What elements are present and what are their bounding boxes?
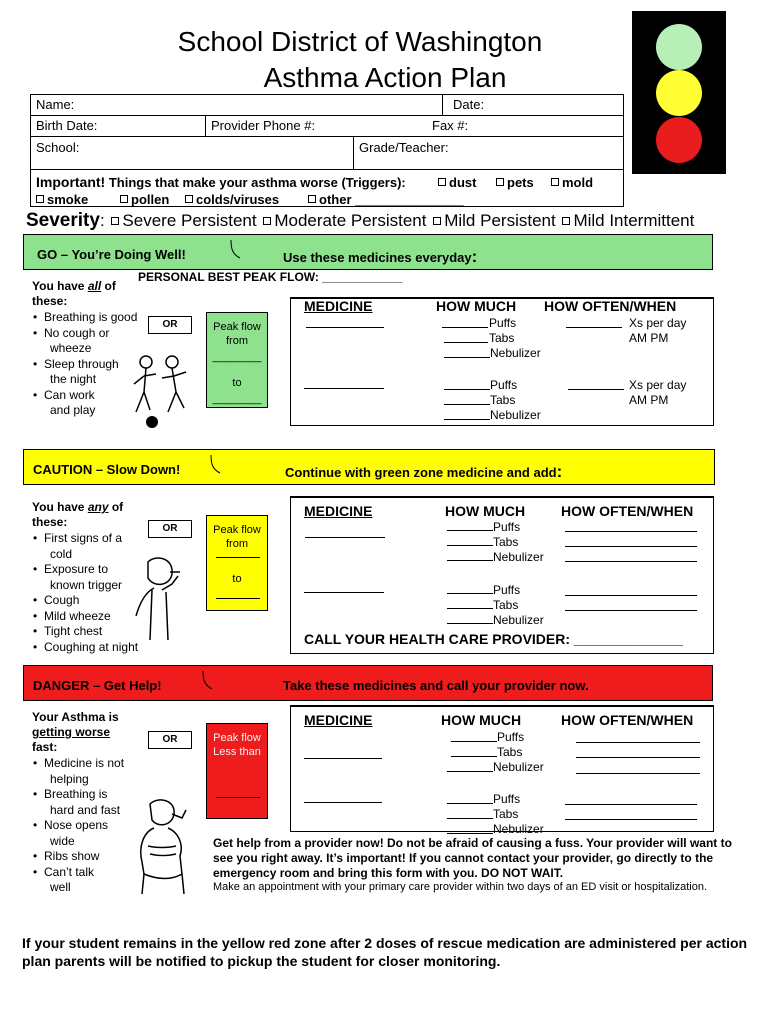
list-item: known trigger bbox=[50, 577, 123, 592]
green-col-medicine: MEDICINE bbox=[304, 298, 373, 314]
traffic-light-icon bbox=[632, 11, 726, 174]
nebulizer-label: Nebulizer bbox=[490, 346, 541, 360]
trigger-mold[interactable]: mold bbox=[549, 175, 593, 190]
list-item: • Tight chest bbox=[32, 624, 138, 640]
green-banner-instruction: Use these medicines everyday: bbox=[283, 247, 478, 266]
tabs-label: Tabs bbox=[489, 331, 515, 345]
green-col-often: HOW OFTEN/WHEN bbox=[544, 298, 677, 314]
dose-input[interactable] bbox=[447, 545, 493, 546]
am-pm-label: AM PM bbox=[629, 331, 669, 345]
severity-mild-persistent[interactable]: Mild Persistent bbox=[431, 211, 555, 230]
medicine-input[interactable] bbox=[306, 327, 384, 328]
nebulizer-label: Nebulizer bbox=[493, 822, 544, 836]
tabs-label: Tabs bbox=[497, 745, 523, 759]
yellow-banner-title: CAUTION – Slow Down! bbox=[33, 462, 181, 477]
am-pm-label: AM PM bbox=[629, 393, 669, 407]
page-subtitle: Asthma Action Plan bbox=[263, 62, 507, 93]
list-item: • Nose opens bbox=[32, 818, 124, 834]
checkbox-icon bbox=[433, 217, 441, 225]
page-title: School District of Washington bbox=[177, 26, 543, 57]
red-col-often: HOW OFTEN/WHEN bbox=[561, 712, 694, 728]
yellow-col-howmuch: HOW MUCH bbox=[445, 503, 526, 519]
list-item: • Sleep through bbox=[32, 357, 137, 373]
trigger-colds-viruses[interactable]: colds/viruses bbox=[183, 192, 279, 207]
trigger-dust[interactable]: dust bbox=[436, 175, 476, 190]
medicine-input[interactable] bbox=[304, 802, 382, 803]
yellow-symptom-list bbox=[32, 531, 138, 655]
school-field-label[interactable]: School: bbox=[36, 140, 80, 155]
yellow-intro: You have any of these: bbox=[32, 500, 124, 529]
coughing-child-icon bbox=[134, 556, 194, 640]
dose-input[interactable] bbox=[447, 560, 493, 561]
yellow-peak-flow-box: Peak flow from to bbox=[206, 515, 268, 611]
checkbox-icon bbox=[185, 195, 193, 203]
frequency-input[interactable] bbox=[565, 595, 697, 596]
trigger-pollen[interactable]: pollen bbox=[118, 192, 169, 207]
medicine-input[interactable] bbox=[304, 388, 384, 389]
dose-input[interactable] bbox=[447, 818, 493, 819]
personal-best-peak-flow[interactable]: PERSONAL BEST PEAK FLOW: ____________ bbox=[138, 270, 403, 284]
frequency-input[interactable] bbox=[565, 819, 697, 820]
fax-field-label[interactable]: Fax #: bbox=[432, 118, 469, 133]
frequency-input[interactable] bbox=[565, 546, 697, 547]
frequency-input[interactable] bbox=[576, 742, 700, 743]
list-item: • Breathing is bbox=[32, 787, 124, 803]
green-peak-flow-box: Peak flow from ________ to ________ bbox=[206, 312, 268, 408]
hand-icon bbox=[200, 669, 214, 691]
puffs-label: Puffs bbox=[493, 583, 521, 597]
checkbox-icon bbox=[120, 195, 128, 203]
nebulizer-label: Nebulizer bbox=[493, 550, 544, 564]
red-peak-flow-box: Peak flow Less than bbox=[206, 723, 268, 819]
medicine-input[interactable] bbox=[305, 537, 385, 538]
dose-input[interactable] bbox=[451, 741, 497, 742]
green-banner-title: GO – You’re Doing Well! bbox=[37, 247, 186, 262]
dose-input[interactable] bbox=[447, 833, 493, 834]
puffs-label: Puffs bbox=[493, 792, 521, 806]
red-col-medicine: MEDICINE bbox=[304, 712, 373, 728]
triggers-line bbox=[36, 174, 406, 191]
tabs-label: Tabs bbox=[493, 807, 519, 821]
medicine-input[interactable] bbox=[304, 758, 382, 759]
list-item: • Exposure to bbox=[32, 562, 138, 578]
list-item: helping bbox=[50, 771, 89, 786]
grade-teacher-field-label[interactable]: Grade/Teacher: bbox=[359, 140, 449, 155]
list-item: • Can work bbox=[32, 388, 137, 404]
list-item: • First signs of a bbox=[32, 531, 138, 547]
dose-input[interactable] bbox=[447, 593, 493, 594]
list-item: • No cough or bbox=[32, 326, 137, 342]
list-item: • Ribs show bbox=[32, 849, 124, 865]
dose-input[interactable] bbox=[447, 608, 493, 609]
list-item: • Medicine is not bbox=[32, 756, 124, 772]
hand-icon bbox=[208, 453, 222, 475]
severity-label: Severity bbox=[26, 210, 100, 231]
or-label: OR bbox=[148, 731, 192, 749]
xs-per-day-label: Xs per day bbox=[629, 316, 687, 330]
red-banner-title: DANGER – Get Help! bbox=[33, 678, 162, 693]
provider-phone-field-label[interactable]: Provider Phone #: bbox=[211, 118, 316, 133]
list-item: wheeze bbox=[50, 341, 92, 355]
yellow-banner-instruction: Continue with green zone medicine and add: bbox=[285, 462, 563, 481]
child-struggling-icon bbox=[128, 796, 200, 894]
frequency-input[interactable] bbox=[565, 804, 697, 805]
nebulizer-label: Nebulizer bbox=[493, 613, 544, 627]
list-item: • Cough bbox=[32, 593, 138, 609]
dose-input[interactable] bbox=[444, 389, 490, 390]
green-intro: You have all of these: bbox=[32, 279, 116, 308]
frequency-input[interactable] bbox=[565, 531, 697, 532]
puffs-label: Puffs bbox=[489, 316, 517, 330]
checkbox-icon bbox=[111, 217, 119, 225]
footer-notice: If your student remains in the yellow red zone after 2 doses of rescue medication are administered per action plan parents will be notified to pickup the student for closer monitoring. bbox=[22, 935, 748, 969]
medicine-input[interactable] bbox=[304, 592, 384, 593]
dose-input[interactable] bbox=[447, 530, 493, 531]
tabs-label: Tabs bbox=[493, 535, 519, 549]
red-symptom-list bbox=[32, 756, 124, 896]
red-col-howmuch: HOW MUCH bbox=[441, 712, 522, 728]
triggers-text: Things that make your asthma worse (Triggers): bbox=[108, 175, 406, 190]
checkbox-icon bbox=[562, 217, 570, 225]
frequency-input[interactable] bbox=[576, 757, 700, 758]
puffs-label: Puffs bbox=[493, 520, 521, 534]
list-item: and play bbox=[50, 403, 96, 417]
call-provider-line[interactable]: CALL YOUR HEALTH CARE PROVIDER: ______________ bbox=[304, 631, 683, 647]
or-label: OR bbox=[148, 316, 192, 334]
list-item: • Coughing at night bbox=[32, 640, 138, 656]
dose-input[interactable] bbox=[447, 623, 493, 624]
list-item: the night bbox=[50, 372, 97, 386]
nebulizer-label: Nebulizer bbox=[490, 408, 541, 422]
trigger-pets[interactable]: pets bbox=[494, 175, 534, 190]
dose-input[interactable] bbox=[444, 342, 488, 343]
green-symptom-list bbox=[32, 310, 137, 419]
frequency-input[interactable] bbox=[568, 389, 624, 390]
checkbox-icon bbox=[308, 195, 316, 203]
date-field-label[interactable]: Date: bbox=[453, 97, 485, 112]
dose-input[interactable] bbox=[451, 756, 497, 757]
puffs-label: Puffs bbox=[490, 378, 518, 392]
severity-severe[interactable]: Severe Persistent bbox=[109, 211, 256, 230]
important-label: Important! bbox=[36, 174, 106, 190]
checkbox-icon bbox=[438, 178, 446, 186]
green-col-howmuch: HOW MUCH bbox=[436, 298, 517, 314]
checkbox-icon bbox=[263, 217, 271, 225]
trigger-smoke[interactable]: smoke bbox=[34, 192, 88, 207]
list-item: well bbox=[50, 880, 71, 894]
frequency-input[interactable] bbox=[576, 773, 700, 774]
checkbox-icon bbox=[36, 195, 44, 203]
tabs-label: Tabs bbox=[490, 393, 516, 407]
checkbox-icon bbox=[551, 178, 559, 186]
list-item: hard and fast bbox=[50, 802, 121, 817]
dose-input[interactable] bbox=[444, 357, 490, 358]
red-banner-instruction: Take these medicines and call your provider now. bbox=[283, 678, 589, 693]
hand-icon bbox=[228, 238, 242, 260]
list-item: • Can’t talk bbox=[32, 865, 124, 881]
green-lamp-icon bbox=[656, 24, 702, 70]
list-item: • Breathing is good bbox=[32, 310, 137, 326]
severity-moderate[interactable]: Moderate Persistent bbox=[261, 211, 426, 230]
trigger-other[interactable]: other _______________ bbox=[306, 192, 464, 207]
appointment-note: Make an appointment with your primary care provider within two days of an ED visit or hospitalization. bbox=[213, 881, 708, 893]
list-item: cold bbox=[50, 546, 73, 561]
name-field-label[interactable]: Name: bbox=[36, 97, 75, 112]
frequency-input[interactable] bbox=[566, 327, 622, 328]
birth-date-field-label[interactable]: Birth Date: bbox=[36, 118, 98, 133]
tabs-label: Tabs bbox=[493, 598, 519, 612]
list-item: • Mild wheeze bbox=[32, 609, 138, 625]
dose-input[interactable] bbox=[444, 404, 490, 405]
red-lamp-icon bbox=[656, 117, 702, 163]
severity-row: Severity: Severe Persistent Moderate Persistent Mild Persistent Mild Intermittent bbox=[26, 210, 695, 231]
frequency-input[interactable] bbox=[565, 561, 697, 562]
yellow-col-often: HOW OFTEN/WHEN bbox=[561, 503, 694, 519]
dose-input[interactable] bbox=[442, 327, 488, 328]
checkbox-icon bbox=[496, 178, 504, 186]
dose-input[interactable] bbox=[447, 803, 493, 804]
red-intro: Your Asthma is getting worse fast: bbox=[32, 710, 119, 754]
nebulizer-label: Nebulizer bbox=[493, 760, 544, 774]
dose-input[interactable] bbox=[447, 771, 493, 772]
list-item: wide bbox=[50, 833, 75, 848]
frequency-input[interactable] bbox=[565, 610, 697, 611]
red-help-text: Get help from a provider now! Do not be afraid of causing a fuss. Your provider will want to see you right away. It’s important! If you cannot contact your provider, go directly to the emergency room and bring this form with you. DO NOT WAIT. bbox=[213, 836, 732, 880]
severity-mild-intermittent[interactable]: Mild Intermittent bbox=[560, 211, 694, 230]
yellow-col-medicine: MEDICINE bbox=[304, 503, 373, 519]
dose-input[interactable] bbox=[444, 419, 490, 420]
puffs-label: Puffs bbox=[497, 730, 525, 744]
children-playing-icon bbox=[128, 352, 198, 430]
yellow-lamp-icon bbox=[656, 70, 702, 116]
or-label: OR bbox=[148, 520, 192, 538]
xs-per-day-label: Xs per day bbox=[629, 378, 687, 392]
